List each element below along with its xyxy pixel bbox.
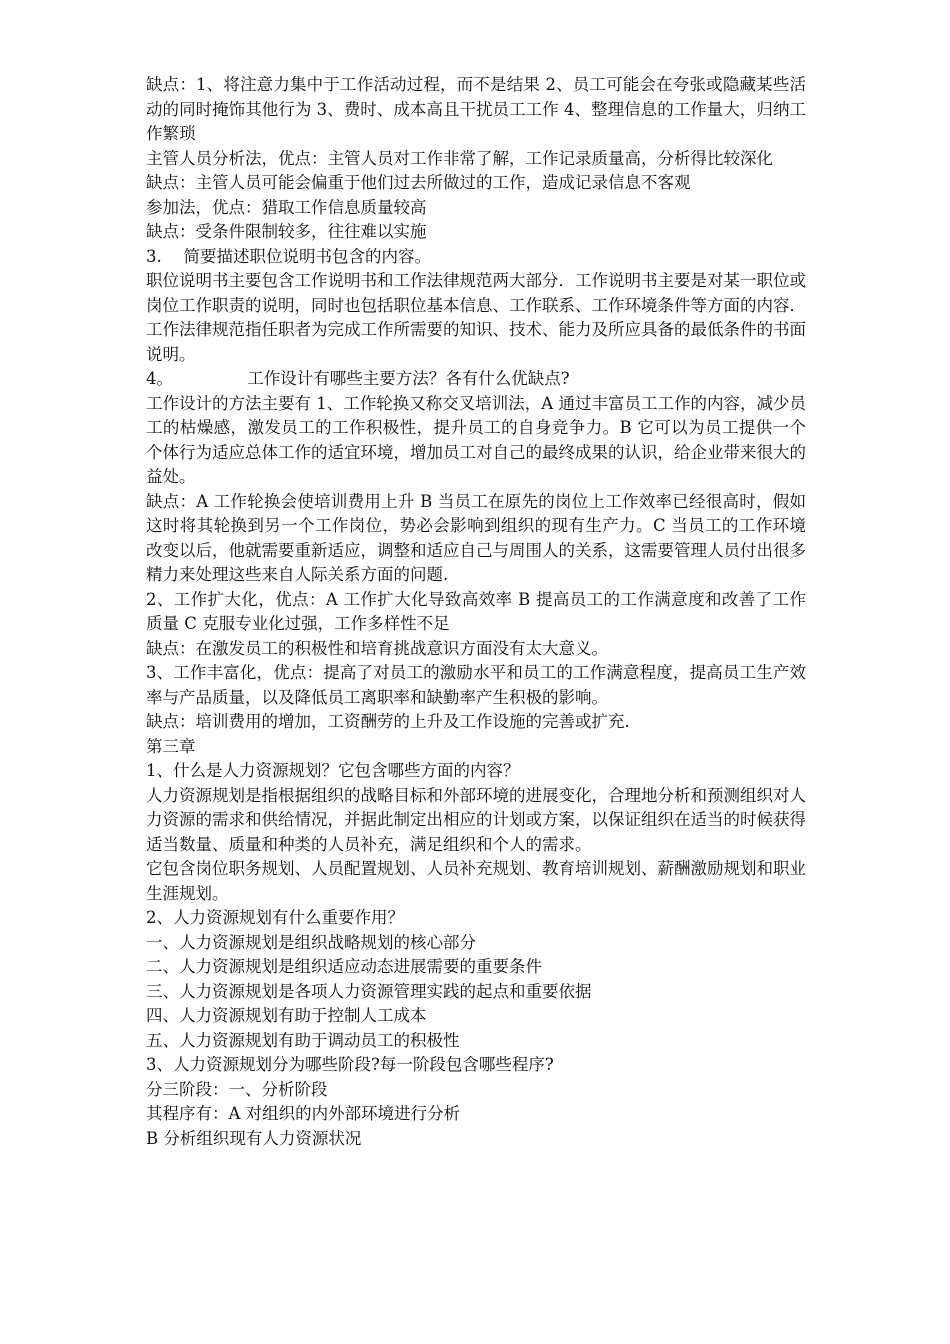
list-item-role-3: 三、人力资源规划是各项人力资源管理实践的起点和重要依据 [146, 981, 592, 1001]
chapter3-question-3-heading: 3、人力资源规划分为哪些阶段?每一阶段包含哪些程序? [146, 1055, 554, 1074]
paragraph-job-description: 职位说明书主要包含工作说明书和工作法律规范两大部分．工作说明书主要是对某一职位或岗位工作职责的说明，同时也包括职位基本信息、工作联系、工作环境条件等方面的内容．工作法律规范指任职者为完成工作所需要的知识、技术、能力及所应具备的最低条件的书面说明。 [146, 271, 806, 364]
paragraph-supervisor-analysis-cons: 缺点：主管人员可能会偏重于他们过去所做过的工作，造成记录信息不客观 [146, 173, 691, 192]
question-4-heading: 4。 工作设计有哪些主要方法？各有什么优缺点? [146, 369, 570, 388]
paragraph-participation-pros: 参加法，优点：猎取工作信息质量较高 [146, 197, 427, 217]
paragraph-job-rotation-pros: 工作设计的方法主要有 1、工作轮换又称交叉培训法，A 通过丰富员工工作的内容，减少员工的枯燥感，激发员工的工作积极性，提升员工的自身竞争力。B 它可以为员工提供一个个体行为适应总体工作的适宜环境，增加员工对自己的最终成果的认识，给企业带来很大的益处。 [146, 393, 806, 486]
paragraph-supervisor-analysis-pros: 主管人员分析法，优点：主管人员对工作非常了解，工作记录质量高，分析得比较深化 [146, 148, 773, 168]
document-page [146, 73, 806, 1151]
chapter3-question-1-heading: 1、什么是人力资源规划？它包含哪些方面的内容？ [146, 761, 520, 780]
paragraph-stage-1: 分三阶段：一、分析阶段 [146, 1079, 328, 1099]
paragraph-stage-1-step-a: 其程序有：A 对组织的内外部环境进行分析 [146, 1104, 461, 1123]
paragraph-cons-observation: 缺点：1、将注意力集中于工作活动过程，而不是结果 2、员工可能会在夸张或隐藏某些活动的同时掩饰其他行为 3、费时、成本高且干扰员工工作 4、整理信息的工作量大，归纳工作繁琐 [146, 75, 806, 143]
paragraph-job-enlargement-pros: 2、工作扩大化，优点：A 工作扩大化导致高效率 B 提高员工的工作满意度和改善了工作质量 C 克服专业化过强，工作多样性不足 [146, 589, 806, 633]
list-item-role-1: 一、人力资源规划是组织战略规划的核心部分 [146, 932, 476, 952]
list-item-role-2: 二、人力资源规划是组织适应动态进展需要的重要条件 [146, 957, 542, 976]
chapter-3-heading: 第三章 [146, 736, 196, 756]
paragraph-job-enrichment-pros: 3、工作丰富化，优点：提高了对员工的激励水平和员工的工作满意程度，提高员工生产效率与产品质量，以及降低员工离职率和缺勤率产生积极的影响。 [146, 663, 806, 707]
paragraph-hr-planning-contents: 它包含岗位职务规划、人员配置规划、人员补充规划、教育培训规划、薪酬激励规划和职业生涯规划。 [146, 859, 806, 903]
paragraph-job-enrichment-cons: 缺点：培训费用的增加，工资酬劳的上升及工作设施的完善或扩充. [146, 712, 630, 731]
list-item-role-5: 五、人力资源规划有助于调动员工的积极性 [146, 1030, 460, 1050]
paragraph-stage-1-step-b: B 分析组织现有人力资源状况 [146, 1128, 362, 1148]
paragraph-hr-planning-definition: 人力资源规划是指根据组织的战略目标和外部环境的进展变化，合理地分析和预测组织对人力资源的需求和供给情况，并据此制定出相应的计划或方案，以保证组织在适当的时候获得适当数量、质量和种类的人员补充，满足组织和个人的需求。 [146, 785, 806, 854]
chapter3-question-2-heading: 2、人力资源规划有什么重要作用？ [146, 908, 404, 927]
question-3-heading: 3. 简要描述职位说明书包含的内容。 [146, 246, 431, 266]
paragraph-job-enlargement-cons: 缺点：在激发员工的积极性和培育挑战意识方面没有太大意义。 [146, 638, 608, 658]
list-item-role-4: 四、人力资源规划有助于控制人工成本 [146, 1006, 427, 1025]
paragraph-job-rotation-cons: 缺点：A 工作轮换会使培训费用上升 B 当员工在原先的岗位上工作效率已经很高时，假如这时将其轮换到另一个工作岗位，势必会影响到组织的现有生产力。C 当员工的工作环境改变以后，他就需要重新适应，调整和适应自己与周围人的关系，这需要管理人员付出很多精力来处理这些来自人际关系方面的问题. [146, 491, 806, 584]
paragraph-participation-cons: 缺点：受条件限制较多，往往难以实施 [146, 222, 427, 241]
